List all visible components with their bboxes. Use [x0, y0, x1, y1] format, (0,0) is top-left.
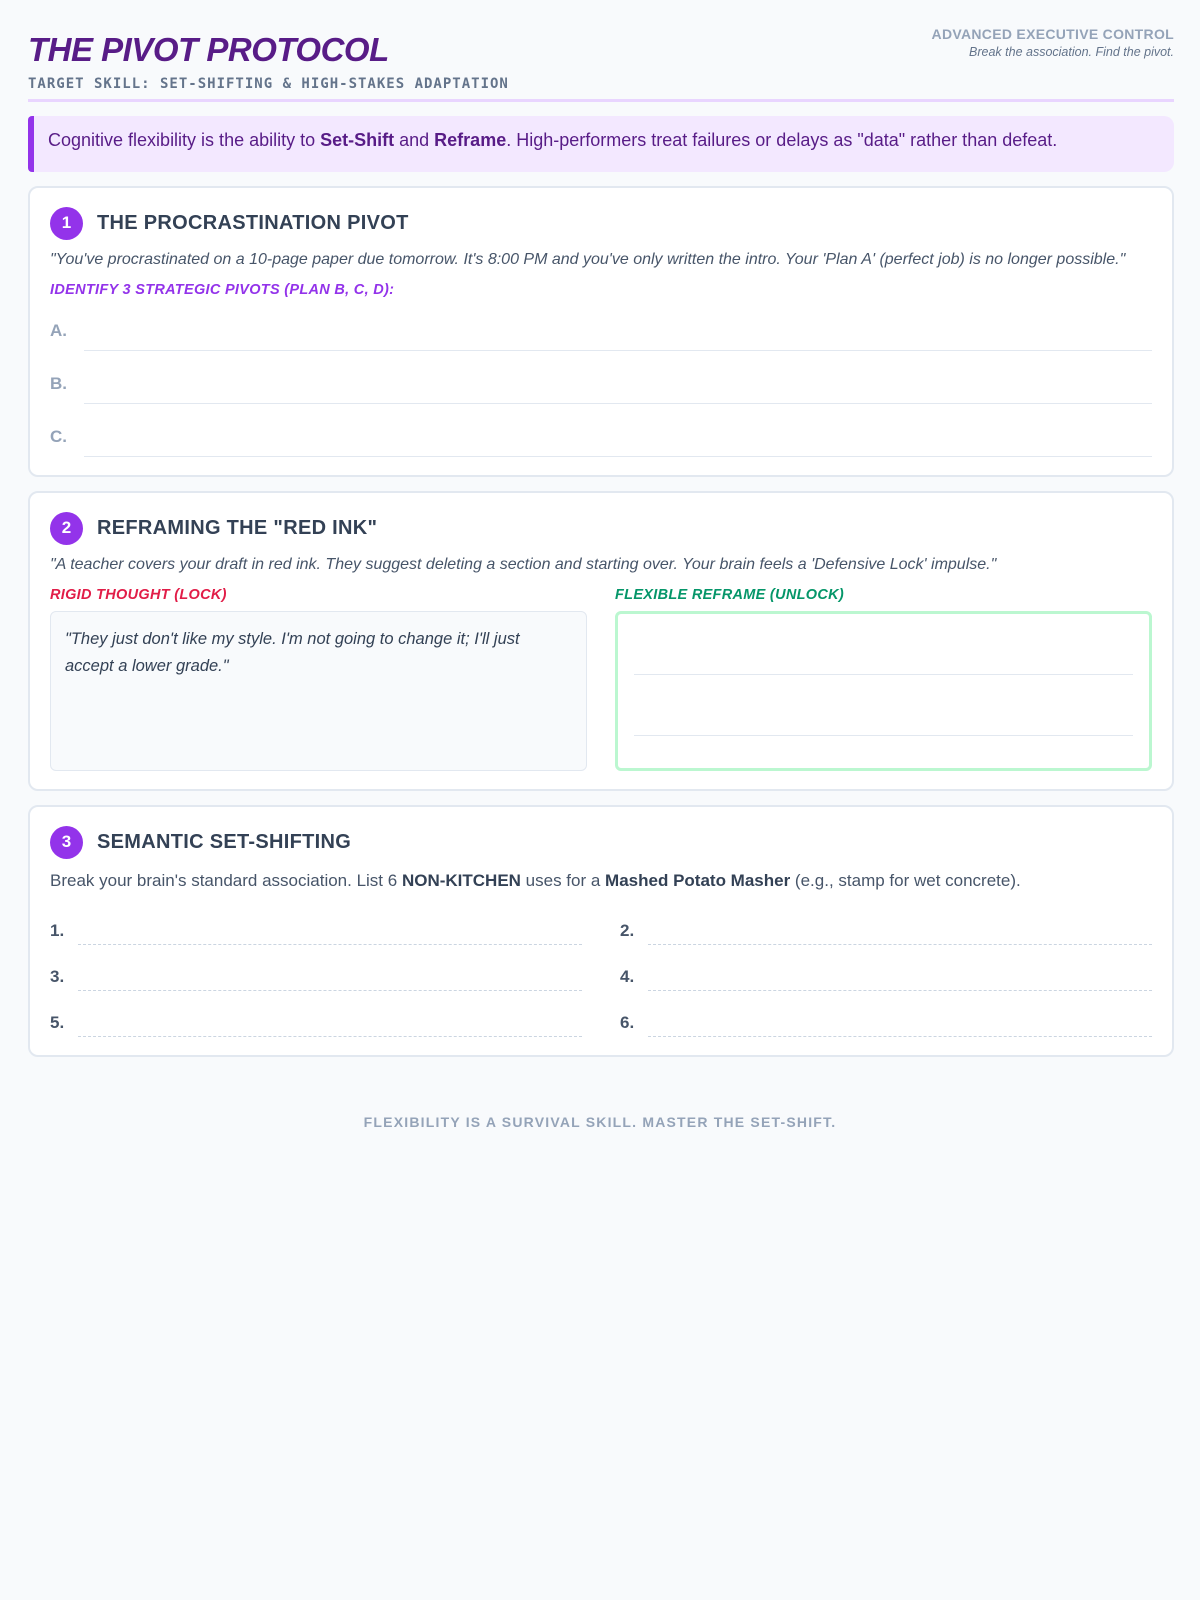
section-header [50, 825, 1152, 859]
callout-bold-reframe: Reframe [434, 130, 507, 150]
instruction-part: (e.g., stamp for wet concrete). [790, 871, 1021, 890]
section-semantic-set-shifting [28, 805, 1174, 1057]
uses-grid [50, 899, 1152, 1037]
callout-bold-setshift: Set-Shift [320, 130, 395, 150]
section-procrastination-pivot [28, 186, 1174, 477]
pivot-answer-line[interactable] [84, 427, 1152, 457]
use-row [620, 991, 1152, 1037]
page-title: THE PIVOT PROTOCOL [28, 31, 389, 68]
section-header [50, 206, 1152, 240]
section-title: THE PROCRASTINATION PIVOT [97, 211, 409, 234]
instruction-bold-non-kitchen: NON-KITCHEN [401, 871, 521, 890]
pivot-answer-line[interactable] [84, 374, 1152, 404]
reframe-columns [50, 577, 1152, 771]
flexible-reframe-box[interactable] [615, 611, 1152, 771]
header-meta [932, 26, 1174, 59]
section-title: REFRAMING THE "RED INK" [97, 516, 378, 539]
use-number: 3. [50, 967, 65, 986]
flexible-column [615, 577, 1152, 771]
use-answer-line[interactable] [78, 1013, 582, 1037]
section-title: SEMANTIC SET-SHIFTING [97, 830, 352, 853]
use-answer-line[interactable] [78, 967, 582, 991]
section-reframing-red-ink [28, 491, 1174, 791]
reframe-answer-line[interactable] [634, 614, 1133, 675]
flexible-label: FLEXIBLE REFRAME (UNLOCK) [615, 587, 845, 603]
use-answer-line[interactable] [78, 921, 582, 945]
use-number: 5. [50, 1013, 65, 1032]
use-number: 1. [50, 921, 65, 940]
pivot-letter: B. [50, 374, 67, 393]
instruction-bold-masher: Mashed Potato Masher [605, 871, 791, 890]
pivot-letter: C. [50, 427, 67, 446]
use-number: 6. [620, 1013, 635, 1032]
use-number: 2. [620, 921, 635, 940]
intro-callout [28, 116, 1174, 172]
scenario-text: "A teacher covers your draft in red ink. They suggest deleting a section and starting over. Your brain feels a 'Defensive Lock' impulse." [50, 556, 997, 573]
pivot-letter: A. [50, 321, 67, 340]
pivot-answer-line[interactable] [84, 321, 1152, 351]
use-row [50, 991, 582, 1037]
reframe-answer-line[interactable] [634, 675, 1133, 736]
use-row [50, 899, 582, 945]
instruction-part: Break your brain's standard association. List 6 [50, 871, 402, 890]
section-number-badge: 3 [50, 826, 83, 859]
use-answer-line[interactable] [648, 967, 1152, 991]
instruction-part: uses for a [520, 871, 606, 890]
use-answer-line[interactable] [648, 921, 1152, 945]
callout-text: Cognitive flexibility is the ability to [48, 130, 321, 150]
use-row [620, 945, 1152, 991]
pivot-row [50, 404, 1152, 457]
header-tagline: Break the association. Find the pivot. [969, 45, 1174, 59]
use-row [50, 945, 582, 991]
footer-motto: FLEXIBILITY IS A SURVIVAL SKILL. MASTER THE SET-SHIFT. [363, 1114, 837, 1130]
use-row [620, 899, 1152, 945]
page-subtitle: TARGET SKILL: SET-SHIFTING & HIGH-STAKES ADAPTATION [28, 76, 509, 92]
rigid-thought-box: "They just don't like my style. I'm not going to change it; I'll just accept a lower grade." [50, 611, 587, 771]
pivots-prompt: IDENTIFY 3 STRATEGIC PIVOTS (PLAN B, C, D): [50, 282, 395, 298]
section-header [50, 511, 1152, 545]
use-answer-line[interactable] [648, 1013, 1152, 1037]
pivot-row [50, 298, 1152, 351]
section-number-badge: 2 [50, 512, 83, 545]
pivot-list [50, 298, 1152, 457]
use-number: 4. [620, 967, 635, 986]
header [28, 26, 1174, 102]
rigid-label: RIGID THOUGHT (LOCK) [50, 587, 227, 603]
scenario-text: "You've procrastinated on a 10-page paper due tomorrow. It's 8:00 PM and you've only written the intro. Your 'Plan A' (perfect job) is no longer possible." [50, 251, 1126, 268]
section-number-badge: 1 [50, 207, 83, 240]
rigid-column [50, 577, 587, 771]
worksheet-page [28, 26, 1174, 1057]
callout-text: . High-performers treat failures or delays as "data" rather than defeat. [506, 130, 1058, 150]
header-right-title: ADVANCED EXECUTIVE CONTROL [931, 26, 1174, 42]
callout-text: and [394, 130, 435, 150]
instruction-text [50, 871, 1152, 891]
pivot-row [50, 351, 1152, 404]
